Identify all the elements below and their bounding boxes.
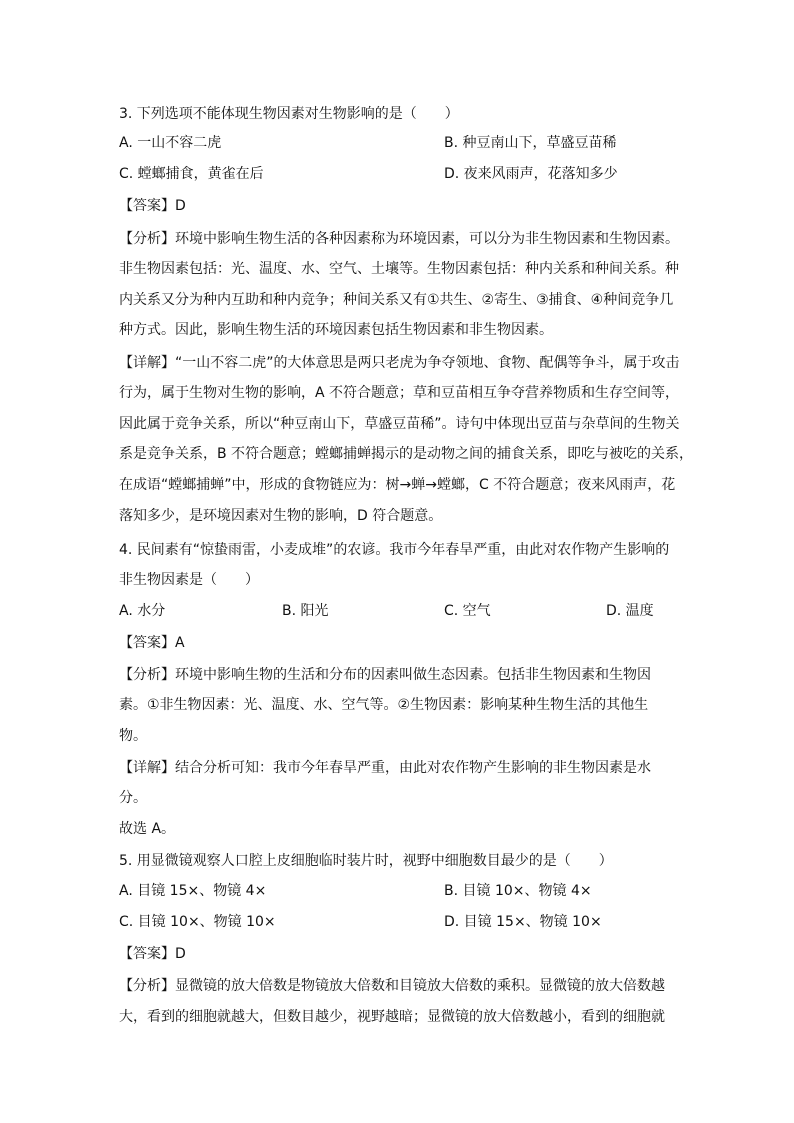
question-3-detail-line: 系是竞争关系，B 不符合题意；螳螂捕蝉揭示的是动物之间的捕食关系，即吃与被吃的关系， (119, 446, 694, 462)
question-5-option-d: D. 目镜 15×、物镜 10× (444, 914, 602, 930)
question-5-option-b: B. 目镜 10×、物镜 4× (444, 883, 592, 899)
question-4-detail-line: 【详解】结合分析可知：我市今年春旱严重，由此对农作物产生影响的非生物因素是水 (119, 760, 651, 776)
question-3-detail-line: 因此属于竞争关系，所以“种豆南山下，草盛豆苗稀”。诗句中体现出豆苗与杂草间的生物关 (119, 416, 680, 432)
question-4-analysis-line: 【分析】环境中影响生物的生活和分布的因素叫做生态因素。包括非生物因素和生物因 (119, 667, 651, 683)
question-4-answer: 【答案】A (119, 635, 185, 651)
question-3-analysis-line: 内关系又分为种内互助和种内竞争；种间关系又有①共生、②寄生、③捕食、④种间竞争几 (119, 292, 674, 308)
question-5-option-c: C. 目镜 10×、物镜 10× (119, 914, 276, 930)
question-4-stem-line: 非生物因素是（ ） (119, 572, 259, 588)
question-3-analysis-line: 【分析】环境中影响生物生活的各种因素称为环境因素，可以分为非生物因素和生物因素。 (119, 231, 679, 247)
question-3-option-c: C. 螳螂捕食，黄雀在后 (119, 166, 264, 182)
question-5-option-a: A. 目镜 15×、物镜 4× (119, 883, 267, 899)
question-4-stem-line: 4. 民间素有“惊蛰雨雷，小麦成堆”的农谚。我市今年春旱严重，由此对农作物产生影响的 (119, 542, 670, 558)
question-4-option-a: A. 水分 (119, 603, 166, 619)
question-5-stem: 5. 用显微镜观察人口腔上皮细胞临时装片时，视野中细胞数目最少的是（ ） (119, 853, 613, 869)
question-4-option-b: B. 阳光 (282, 603, 329, 619)
question-4-analysis-line: 物。 (119, 728, 147, 744)
question-5-analysis-line: 【分析】显微镜的放大倍数是物镜放大倍数和目镜放大倍数的乘积。显微镜的放大倍数越 (119, 978, 665, 994)
question-3-stem: 3. 下列选项不能体现生物因素对生物影响的是（ ） (119, 106, 459, 122)
question-3-option-b: B. 种豆南山下，草盛豆苗稀 (444, 135, 617, 151)
question-4-conclusion: 故选 A。 (119, 821, 176, 837)
question-3-detail-line: 行为，属于生物对生物的影响，A 不符合题意；草和豆苗相互争夺营养物质和生存空间等， (119, 385, 680, 401)
question-3-answer: 【答案】D (119, 198, 186, 214)
question-5-analysis-line: 大，看到的细胞就越大，但数目越少，视野越暗；显微镜的放大倍数越小，看到的细胞就 (119, 1009, 665, 1025)
question-4-detail-line: 分。 (119, 790, 147, 806)
question-3-detail-line: 落知多少，是环境因素对生物的影响，D 符合题意。 (119, 508, 443, 524)
question-4-option-c: C. 空气 (444, 603, 491, 619)
question-4-analysis-line: 素。①非生物因素：光、温度、水、空气等。②生物因素：影响某种生物生活的其他生 (119, 697, 649, 713)
question-3-analysis-line: 种方式。因此，影响生物生活的环境因素包括生物因素和非生物因素。 (119, 322, 553, 338)
question-3-detail-line: 【详解】“一山不容二虎”的大体意思是两只老虎为争夺领地、食物、配偶等争斗，属于攻击 (119, 355, 680, 371)
question-5-answer: 【答案】D (119, 946, 186, 962)
question-3-detail-line: 在成语“螳螂捕蝉”中，形成的食物链应为：树→蝉→螳螂，C 不符合题意；夜来风雨声，花 (119, 477, 676, 493)
question-3-option-d: D. 夜来风雨声，花落知多少 (444, 166, 618, 182)
question-3-analysis-line: 非生物因素包括：光、温度、水、空气、土壤等。生物因素包括：种内关系和种间关系。种 (119, 261, 679, 277)
question-4-option-d: D. 温度 (606, 603, 654, 619)
question-3-option-a: A. 一山不容二虎 (119, 135, 222, 151)
